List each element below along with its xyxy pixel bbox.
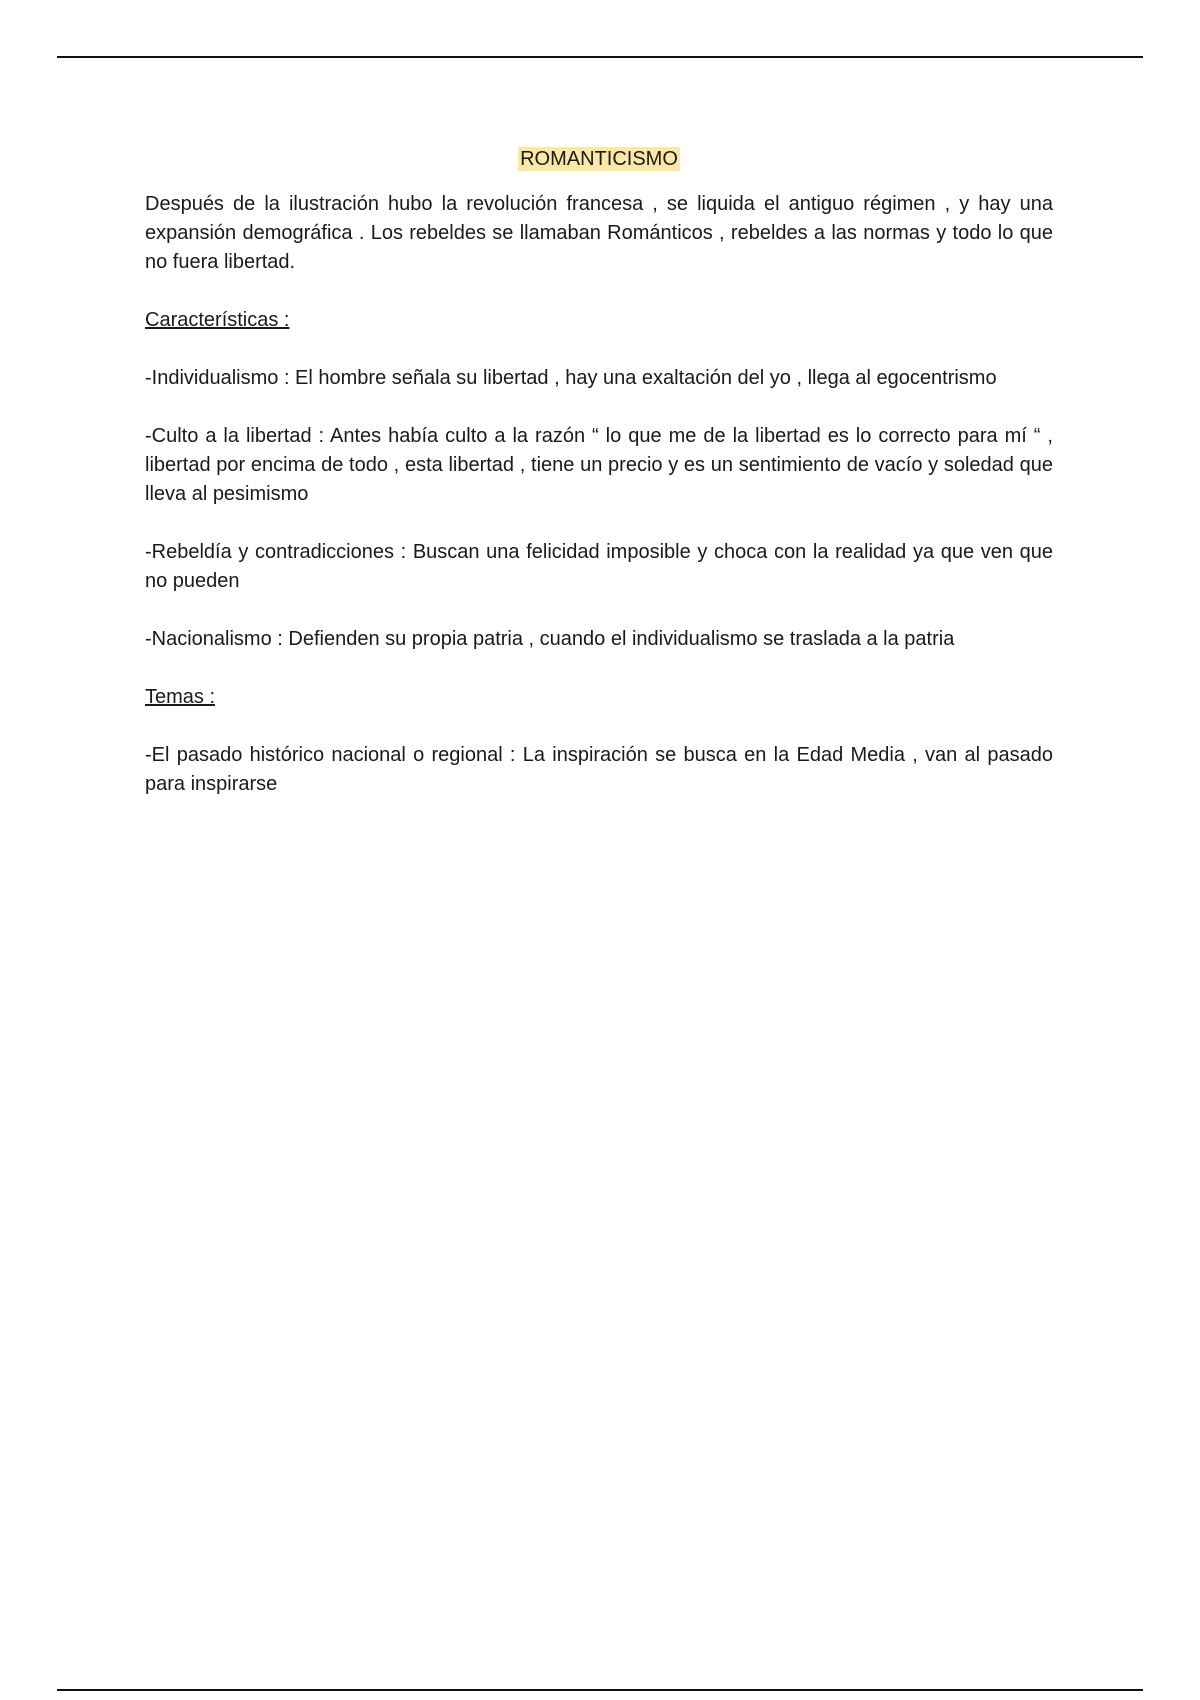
themes-heading: Temas : <box>145 686 216 708</box>
title-container <box>145 145 1053 174</box>
characteristic-item: -Nacionalismo : Defienden su propia patria , cuando el individualismo se traslada a la patria <box>145 628 955 650</box>
characteristic-item: -Individualismo : El hombre señala su libertad , hay una exaltación del yo , llega al egocentrismo <box>145 367 997 389</box>
bottom-divider <box>57 1689 1143 1691</box>
theme-item: -El pasado histórico nacional o regional : La inspiración se busca en la Edad Media , van al pasado para inspirarse <box>145 744 1053 795</box>
document-body <box>145 145 1053 799</box>
characteristics-heading: Características : <box>145 309 290 331</box>
intro-paragraph: Después de la ilustración hubo la revolución francesa , se liquida el antiguo régimen , y hay una expansión demográfica . Los rebeldes se llamaban Románticos , rebeldes a las normas y todo lo que no fuera libertad. <box>145 193 1053 273</box>
characteristic-item: -Culto a la libertad : Antes había culto a la razón “ lo que me de la libertad es lo correcto para mí “ , libertad por encima de todo , esta libertad , tiene un precio y es un sentimiento de vacío y soledad que lleva al pesimismo <box>145 425 1053 505</box>
characteristic-item: -Rebeldía y contradicciones : Buscan una felicidad imposible y choca con la realidad ya que ven que no pueden <box>145 541 1053 592</box>
top-divider <box>57 56 1143 58</box>
document-title: ROMANTICISMO <box>520 148 678 170</box>
